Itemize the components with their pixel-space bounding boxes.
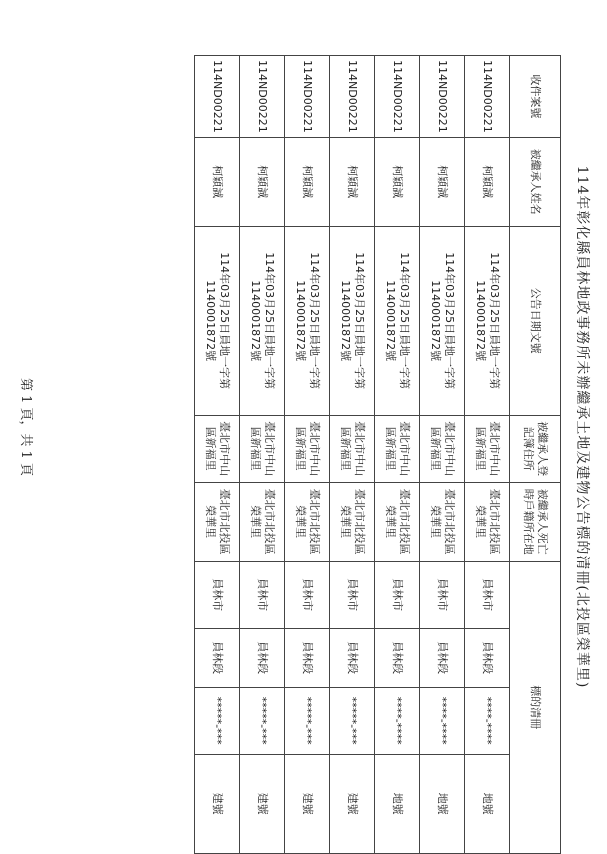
table-row — [195, 56, 240, 854]
cell-section: 員林段 — [465, 628, 510, 687]
cell-case-no: 114ND00221 — [285, 56, 330, 138]
header-heir-name: 被繼承人姓名 — [510, 137, 561, 226]
cell-heir-name: 柯穎誠 — [285, 137, 330, 226]
cell-county: 員林市 — [420, 561, 465, 628]
cell-heir-reg-addr: 臺北市中山區新福里 — [420, 415, 465, 482]
cell-heir-name: 柯穎誠 — [375, 137, 420, 226]
cell-notice-date-no: 114年03月25日員地一字第1140001872號 — [465, 226, 510, 415]
cell-heir-name: 柯穎誠 — [240, 137, 285, 226]
cell-heir-household-addr: 臺北市北投區榮華里 — [330, 482, 375, 561]
cell-section: 員林段 — [420, 628, 465, 687]
cell-section: 員林段 — [375, 628, 420, 687]
cell-kind: 地號 — [420, 754, 465, 853]
cell-heir-name: 柯穎誠 — [465, 137, 510, 226]
cell-heir-household-addr: 臺北市北投區榮華里 — [420, 482, 465, 561]
cell-number: *****-*** — [285, 687, 330, 754]
cell-heir-name: 柯穎誠 — [420, 137, 465, 226]
heir-notice-table — [194, 55, 561, 854]
header-target-list: 標的清冊 — [510, 561, 561, 853]
cell-number: ****-**** — [375, 687, 420, 754]
cell-heir-household-addr: 臺北市北投區榮華里 — [375, 482, 420, 561]
cell-kind: 建號 — [285, 754, 330, 853]
cell-case-no: 114ND00221 — [330, 56, 375, 138]
header-case-no: 收件案號 — [510, 56, 561, 138]
table-row — [330, 56, 375, 854]
document-title: 114年彰化縣員林地政事務所未辦繼承土地及建物公告標的清冊(北投區榮華里) — [574, 165, 590, 689]
cell-number: *****-*** — [330, 687, 375, 754]
cell-notice-date-no: 114年03月25日員地一字第1140001872號 — [285, 226, 330, 415]
cell-county: 員林市 — [375, 561, 420, 628]
cell-heir-reg-addr: 臺北市中山區新福里 — [285, 415, 330, 482]
cell-notice-date-no: 114年03月25日員地一字第1140001872號 — [240, 226, 285, 415]
table-row — [465, 56, 510, 854]
cell-heir-household-addr: 臺北市北投區榮華里 — [240, 482, 285, 561]
cell-heir-name: 柯穎誠 — [195, 137, 240, 226]
cell-heir-reg-addr: 臺北市中山區新福里 — [465, 415, 510, 482]
cell-heir-reg-addr: 臺北市中山區新福里 — [195, 415, 240, 482]
cell-notice-date-no: 114年03月25日員地一字第1140001872號 — [330, 226, 375, 415]
cell-case-no: 114ND00221 — [240, 56, 285, 138]
cell-county: 員林市 — [195, 561, 240, 628]
cell-heir-reg-addr: 臺北市中山區新福里 — [330, 415, 375, 482]
cell-county: 員林市 — [240, 561, 285, 628]
table-row — [240, 56, 285, 854]
cell-heir-household-addr: 臺北市北投區榮華里 — [285, 482, 330, 561]
table-row — [375, 56, 420, 854]
cell-kind: 建號 — [330, 754, 375, 853]
cell-heir-name: 柯穎誠 — [330, 137, 375, 226]
cell-case-no: 114ND00221 — [465, 56, 510, 138]
cell-heir-household-addr: 臺北市北投區榮華里 — [195, 482, 240, 561]
cell-number: ****-**** — [465, 687, 510, 754]
cell-kind: 建號 — [195, 754, 240, 853]
header-heir-reg-addr: 被繼承人登記簿住所 — [510, 415, 561, 482]
cell-number: ****-**** — [420, 687, 465, 754]
cell-section: 員林段 — [330, 628, 375, 687]
page-footer: 第 1 頁，共 1 頁 — [18, 377, 33, 477]
cell-section: 員林段 — [195, 628, 240, 687]
table-header-row — [510, 56, 561, 854]
cell-county: 員林市 — [285, 561, 330, 628]
cell-case-no: 114ND00221 — [420, 56, 465, 138]
cell-heir-household-addr: 臺北市北投區榮華里 — [465, 482, 510, 561]
table-row — [285, 56, 330, 854]
cell-notice-date-no: 114年03月25日員地一字第1140001872號 — [375, 226, 420, 415]
cell-kind: 地號 — [375, 754, 420, 853]
header-heir-household-addr: 被繼承人死亡時戶籍所在地 — [510, 482, 561, 561]
cell-section: 員林段 — [285, 628, 330, 687]
cell-notice-date-no: 114年03月25日員地一字第1140001872號 — [195, 226, 240, 415]
cell-heir-reg-addr: 臺北市中山區新福里 — [240, 415, 285, 482]
cell-number: *****-*** — [195, 687, 240, 754]
cell-county: 員林市 — [465, 561, 510, 628]
cell-kind: 建號 — [240, 754, 285, 853]
header-notice-date-no: 公告日期文號 — [510, 226, 561, 415]
table-row — [420, 56, 465, 854]
cell-number: *****-*** — [240, 687, 285, 754]
cell-county: 員林市 — [330, 561, 375, 628]
cell-section: 員林段 — [240, 628, 285, 687]
cell-case-no: 114ND00221 — [195, 56, 240, 138]
cell-notice-date-no: 114年03月25日員地一字第1140001872號 — [420, 226, 465, 415]
cell-case-no: 114ND00221 — [375, 56, 420, 138]
cell-kind: 地號 — [465, 754, 510, 853]
cell-heir-reg-addr: 臺北市中山區新福里 — [375, 415, 420, 482]
